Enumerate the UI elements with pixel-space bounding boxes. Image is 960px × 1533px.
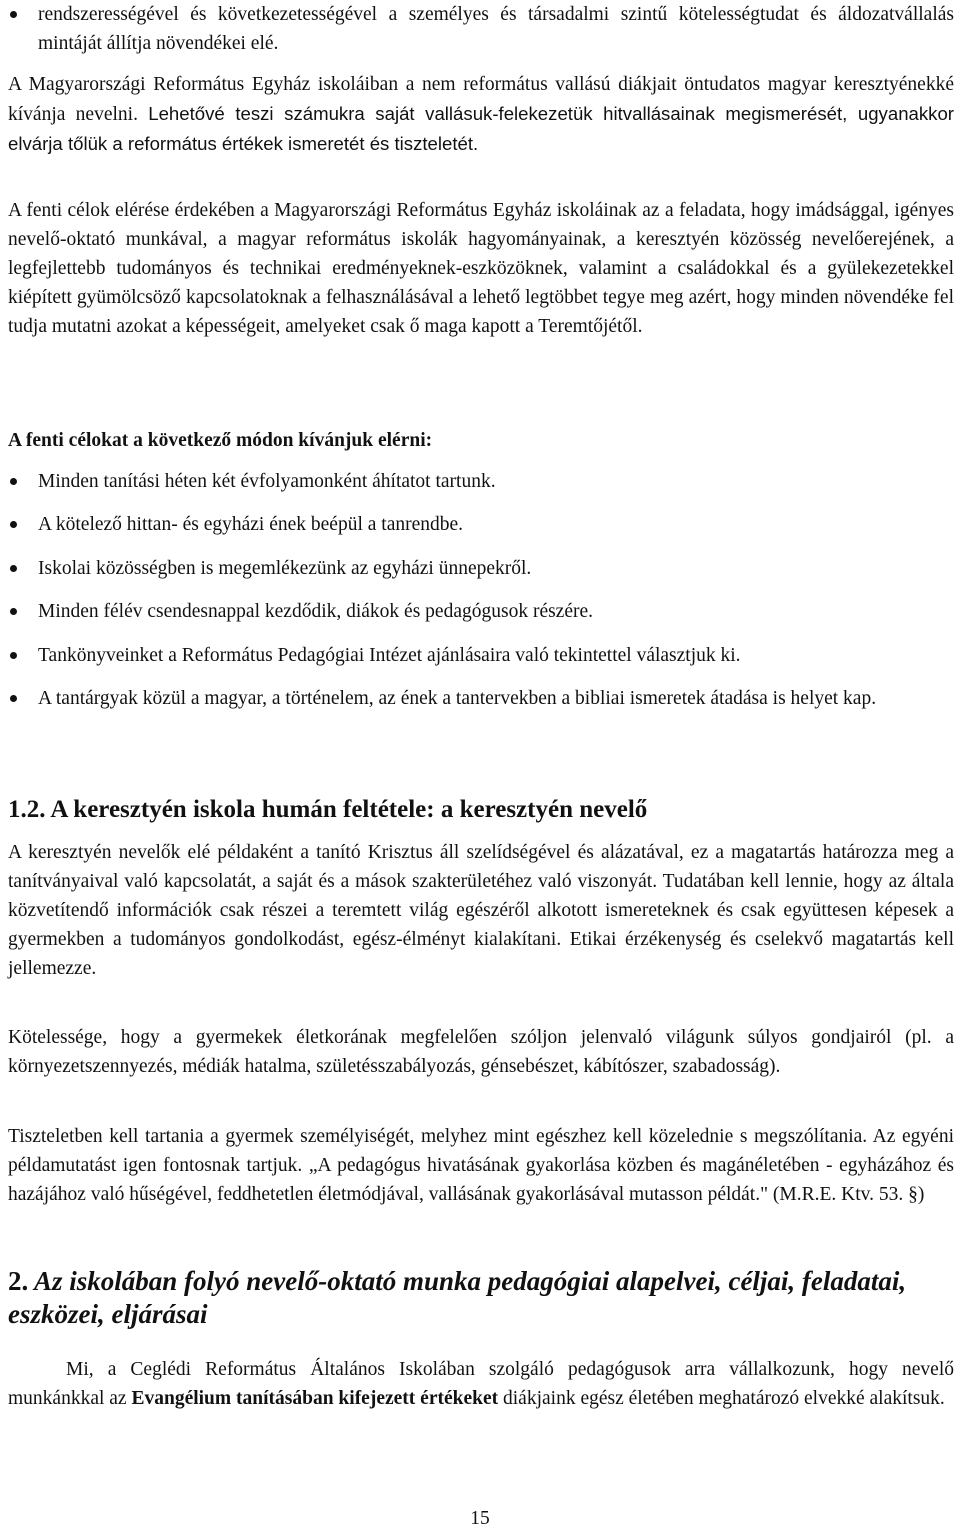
paragraph-mission-emphasis: Evangélium tanításában kifejezett értékeket bbox=[131, 1388, 499, 1409]
list-item-text: rendszerességével és következetességével a személyes és társadalmi szintű kötelességtudat és áldozatvállalás mintáját állítja növendékei elé. bbox=[38, 4, 954, 54]
list-item bbox=[8, 684, 954, 713]
list-item-text: Iskolai közösségben is megemlékezünk az egyházi ünnepekről. bbox=[38, 558, 532, 579]
page-number: 15 bbox=[470, 1508, 490, 1529]
paragraph-teacher-duty: Kötelessége, hogy a gyermekek életkorának megfelelően szóljon jelenvaló világunk súlyos gondjairól (pl. a környezetszennyezés, médiák hatalma, születésszabályozás, génsebészet, kábítószer, szabadosság). bbox=[8, 1027, 954, 1077]
bullet-icon bbox=[10, 478, 17, 485]
bullet-icon bbox=[10, 652, 17, 659]
paragraph-mission bbox=[8, 1355, 954, 1413]
paragraph-non-reformed-students bbox=[8, 70, 954, 159]
list-item bbox=[8, 467, 954, 496]
list-item bbox=[8, 0, 954, 58]
section-title: A keresztyén iskola humán feltétele: a keresztyén nevelő bbox=[50, 796, 648, 823]
list-item bbox=[8, 597, 954, 626]
paragraph-goals: A fenti célok elérése érdekében a Magyarországi Református Egyház iskoláinak az a feladata, hogy imádsággal, igényes nevelő-oktató munkával, a magyar református iskolák hagyományainak, a keresztyén közösség nevelőerejének, a legfejlettebb tudományos és technikai eredményeknek-eszközöknek, valamint a családokkal és a gyülekezetekkel kiépített gyümölcsöző kapcsolatoknak a felhasználásával a lehető legtöbbet tegye meg azért, hogy minden növendéke fel tudja mutatni azokat a képességeit, amelyeket csak ő maga kapott a Teremtőjétől. bbox=[8, 200, 954, 337]
paragraph-teacher-respect: Tiszteletben kell tartania a gyermek személyiségét, melyhez mint egészhez kell közelednie s megszólítania. Az egyéni példamutatást igen fontosnak tartjuk. „A pedagógus hivatásának gyakorlása közben és magánéletében - egyházához és hazájához való hűségével, feddhetetlen életmódjával, vallásának gyakorlásával mutasson példát." (M.R.E. Ktv. 53. §) bbox=[8, 1126, 954, 1205]
paragraph-sans-part: Lehetővé teszi számukra saját vallásuk-felekezetük hitvallásainak megismerését, ugyanakkor elvárja tőlük a református értékek ismeretét és tiszteletét. bbox=[8, 103, 954, 154]
list-item-text: Tankönyveinket a Református Pedagógiai Intézet ajánlásaira való tekintettel választjuk ki. bbox=[38, 645, 741, 666]
goals-heading: A fenti célokat a következő módon kívánjuk elérni: bbox=[8, 430, 433, 451]
list-item bbox=[8, 641, 954, 670]
paragraph-teacher-example: A keresztyén nevelők elé példaként a tanító Krisztus áll szelídségével és alázatával, ez a magatartás határozza meg a tanítványaival való kapcsolatát, a saját és a mások szakterületéhez való viszonyát. Tudatában kell lennie, hogy az általa közvetítendő információk csak részei a teremtett világ egészéről alkotott ismereteknek és csak együttesen képesek a gyermekben a tudományos gondolkodást, egész-élményt kialakítani. Etikai érzékenység és cselekvő magatartás kell jellemezze. bbox=[8, 842, 954, 979]
section-number: 2. bbox=[8, 1266, 29, 1296]
list-item-text: Minden félév csendesnappal kezdődik, diákok és pedagógusok részére. bbox=[38, 601, 594, 622]
bullet-icon bbox=[10, 695, 17, 702]
list-item-text: A tantárgyak közül a magyar, a történelem, az ének a tantervekben a bibliai ismeretek átadása is helyet kap. bbox=[38, 688, 877, 709]
bullet-icon bbox=[10, 608, 17, 615]
section-number: 1.2. bbox=[8, 796, 46, 823]
paragraph-mission-end: diákjaink egész életében meghatározó elvekké alakítsuk. bbox=[498, 1388, 945, 1409]
bullet-icon bbox=[10, 565, 17, 572]
list-item-text: A kötelező hittan- és egyházi ének beépül a tanrendbe. bbox=[38, 514, 464, 535]
paragraph-serif-part: A Magyarországi Református Egyház iskoláiban a nem református vallású diákjait öntudatos magyar keresztyénekké kívánja nevelni. bbox=[8, 74, 954, 125]
list-item bbox=[8, 510, 954, 539]
paragraph-mission-start: Mi, a Ceglédi Református Általános Iskolában szolgáló pedagógusok arra vállalkozunk, hogy nevelő munkánkkal az bbox=[8, 1359, 954, 1409]
section-heading-2 bbox=[8, 1265, 954, 1331]
list-item bbox=[8, 554, 954, 583]
list-item-text: Minden tanítási héten két évfolyamonként áhítatot tartunk. bbox=[38, 471, 496, 492]
section-title: Az iskolában folyó nevelő-oktató munka pedagógiai alapelvei, céljai, feladatai, eszközei, eljárásai bbox=[8, 1266, 907, 1329]
bullet-icon bbox=[10, 521, 17, 528]
section-heading-1-2 bbox=[8, 794, 954, 826]
bullet-icon bbox=[10, 11, 17, 18]
